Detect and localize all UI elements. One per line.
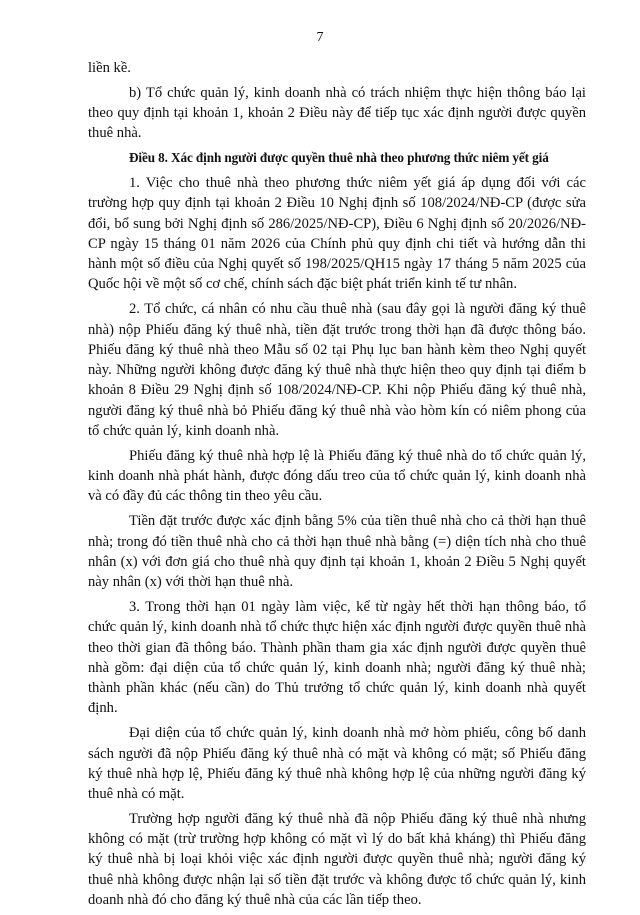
paragraph-open-ballot-box: Đại diện của tổ chức quản lý, kinh doanh nhà mở hòm phiếu, công bố danh sách người đã nộp Phiếu đăng ký thuê nhà có mặt và không có mặt; số Phiếu đăng ký thuê nhà hợp lệ, Phiếu đăng ký thuê nhà không hợp lệ của những người đăng ký thuê nhà có mặt. (88, 725, 586, 803)
paragraph-deposit: Tiền đặt trước được xác định bằng 5% của tiền thuê nhà cho cả thời hạn thuê nhà; trong đó tiền thuê nhà cho cả thời hạn thuê nhà bằng (=) diện tích nhà cho thuê nhân (x) với đơn giá cho thuê nhà quy định tại khoản 1, khoản 2 Điều 5 Nghị quyết này nhân (x) với thời hạn thuê nhà. (88, 513, 586, 591)
paragraph-valid-form: Phiếu đăng ký thuê nhà hợp lệ là Phiếu đăng ký thuê nhà do tổ chức quản lý, kinh doanh nhà phát hành, được đóng dấu treo của tổ chức quản lý, kinh doanh nhà và có đầy đủ các thông tin theo yêu cầu. (88, 447, 586, 505)
paragraph-clause-1: 1. Việc cho thuê nhà theo phương thức niêm yết giá áp dụng đối với các trường hợp quy định tại khoản 2 Điều 10 Nghị định số 108/2024/NĐ-CP (được sửa đổi, bổ sung bởi Nghị định số 286/2025/NĐ-CP), Điều 6 Nghị định số 20/2026/NĐ-CP ngày 15 tháng 01 năm 2026 của Chính phủ quy định chi tiết và hướng dẫn thi hành một số điều của Nghị quyết số 198/2025/QH15 ngày 17 tháng 5 năm 2025 của Quốc hội về một số cơ chế, chính sách đặc biệt phát triển kinh tế tư nhân. (88, 174, 586, 293)
paragraph-clause-2: 2. Tổ chức, cá nhân có nhu cầu thuê nhà (sau đây gọi là người đăng ký thuê nhà) nộp Phiếu đăng ký thuê nhà, tiền đặt trước trong thời hạn đã được thông báo. Phiếu đăng ký thuê nhà theo Mẫu số 02 tại Phụ lục ban hành kèm theo Nghị quyết này. Những người không được đăng ký thuê nhà thực hiện theo quy định tại điểm b khoản 8 Điều 29 Nghị định số 108/2024/NĐ-CP. Khi nộp Phiếu đăng ký thuê nhà, người đăng ký thuê nhà bỏ Phiếu đăng ký thuê nhà vào hòm kín có niêm phong của tổ chức quản lý, kinh doanh nhà. (88, 301, 586, 440)
document-body (88, 58, 586, 915)
paragraph-item-b: b) Tổ chức quản lý, kinh doanh nhà có trách nhiệm thực hiện thông báo lại theo quy định tại khoản 1, khoản 2 Điều này để tiếp tục xác định người được quyền thuê nhà. (88, 84, 586, 142)
article-8-heading: Điều 8. Xác định người được quyền thuê nhà theo phương thức niêm yết giá (129, 150, 549, 166)
continuation-text: liền kề. (88, 60, 131, 76)
paragraph-clause-3: 3. Trong thời hạn 01 ngày làm việc, kể từ ngày hết thời hạn thông báo, tổ chức quản lý, kinh doanh nhà tổ chức thực hiện xác định người được quyền thuê nhà theo thời gian đã thông báo. Thành phần tham gia xác định người được quyền thuê nhà gồm: đại diện của tổ chức quản lý, kinh doanh nhà; người đăng ký thuê nhà; thành phần khác (nếu cần) do Thủ trưởng tổ chức quản lý, kinh doanh nhà quyết định. (88, 598, 586, 717)
page-number: 7 (316, 30, 324, 45)
paragraph-absent-registrant: Trường hợp người đăng ký thuê nhà đã nộp Phiếu đăng ký thuê nhà nhưng không có mặt (trừ trường hợp không có mặt vì lý do bất khả kháng) thì Phiếu đăng ký thuê nhà bị loại khỏi việc xác định người được quyền thuê nhà; người đăng ký thuê nhà không được nhận lại số tiền đặt trước và không được tổ chức quản lý, kinh doanh nhà đó cho đăng ký thuê nhà của các lần tiếp theo. (88, 810, 586, 909)
